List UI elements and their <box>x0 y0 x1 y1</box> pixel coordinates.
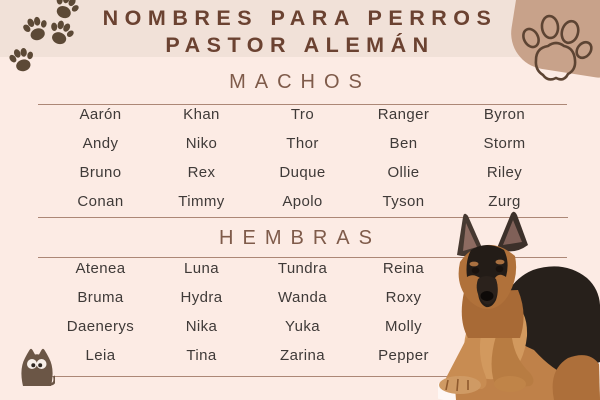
dog-name: Tro <box>290 106 315 123</box>
dog-name: Tyson <box>382 193 425 210</box>
dog-name: Nika <box>185 318 218 335</box>
dog-name: Apolo <box>282 193 323 210</box>
dog-name: Ben <box>389 135 418 152</box>
hembras-name-grid <box>50 254 454 370</box>
dog-name: Niko <box>185 135 218 152</box>
german-shepherd-image <box>438 210 600 400</box>
dog-name: Rex <box>187 164 216 181</box>
dog-name: Wanda <box>278 289 327 306</box>
dog-name: Luna <box>184 260 219 277</box>
poster-title <box>0 5 600 59</box>
dog-name: Duque <box>279 164 326 181</box>
machos-name-grid <box>50 100 555 216</box>
dog-name: Roxy <box>385 289 422 306</box>
dog-name: Pepper <box>378 347 429 364</box>
dog-name: Ollie <box>387 164 420 181</box>
dog-name: Hydra <box>180 289 223 306</box>
dog-name: Tina <box>186 347 217 364</box>
dog-name: Bruma <box>77 289 124 306</box>
dog-name: Storm <box>483 135 526 152</box>
dog-name: Leia <box>85 347 116 364</box>
dog-name: Byron <box>483 106 526 123</box>
dog-name: Khan <box>183 106 220 123</box>
dog-name: Zarina <box>280 347 325 364</box>
dog-name: Timmy <box>178 193 225 210</box>
section-heading-hembras: HEMBRAS <box>219 227 381 249</box>
dog-name: Ranger <box>377 106 430 123</box>
dog-name: Yuka <box>285 318 320 335</box>
dog-name: Zurg <box>488 193 521 210</box>
dog-name: Bruno <box>79 164 122 181</box>
dog-name: Andy <box>82 135 119 152</box>
dog-name: Atenea <box>75 260 126 277</box>
dog-name: Aarón <box>79 106 122 123</box>
section-heading-machos: MACHOS <box>229 71 371 93</box>
dog-name: Reina <box>382 260 425 277</box>
dog-name: Tundra <box>277 260 328 277</box>
cat-icon <box>19 345 55 387</box>
dog-name: Daenerys <box>66 318 135 335</box>
dog-name: Conan <box>77 193 124 210</box>
dog-name: Riley <box>486 164 523 181</box>
poster-title-line1: NOMBRES PARA PERROS <box>102 6 498 30</box>
dog-name: Thor <box>286 135 319 152</box>
poster-title-line2: PASTOR ALEMÁN <box>165 33 435 57</box>
dog-name: Molly <box>384 318 422 335</box>
